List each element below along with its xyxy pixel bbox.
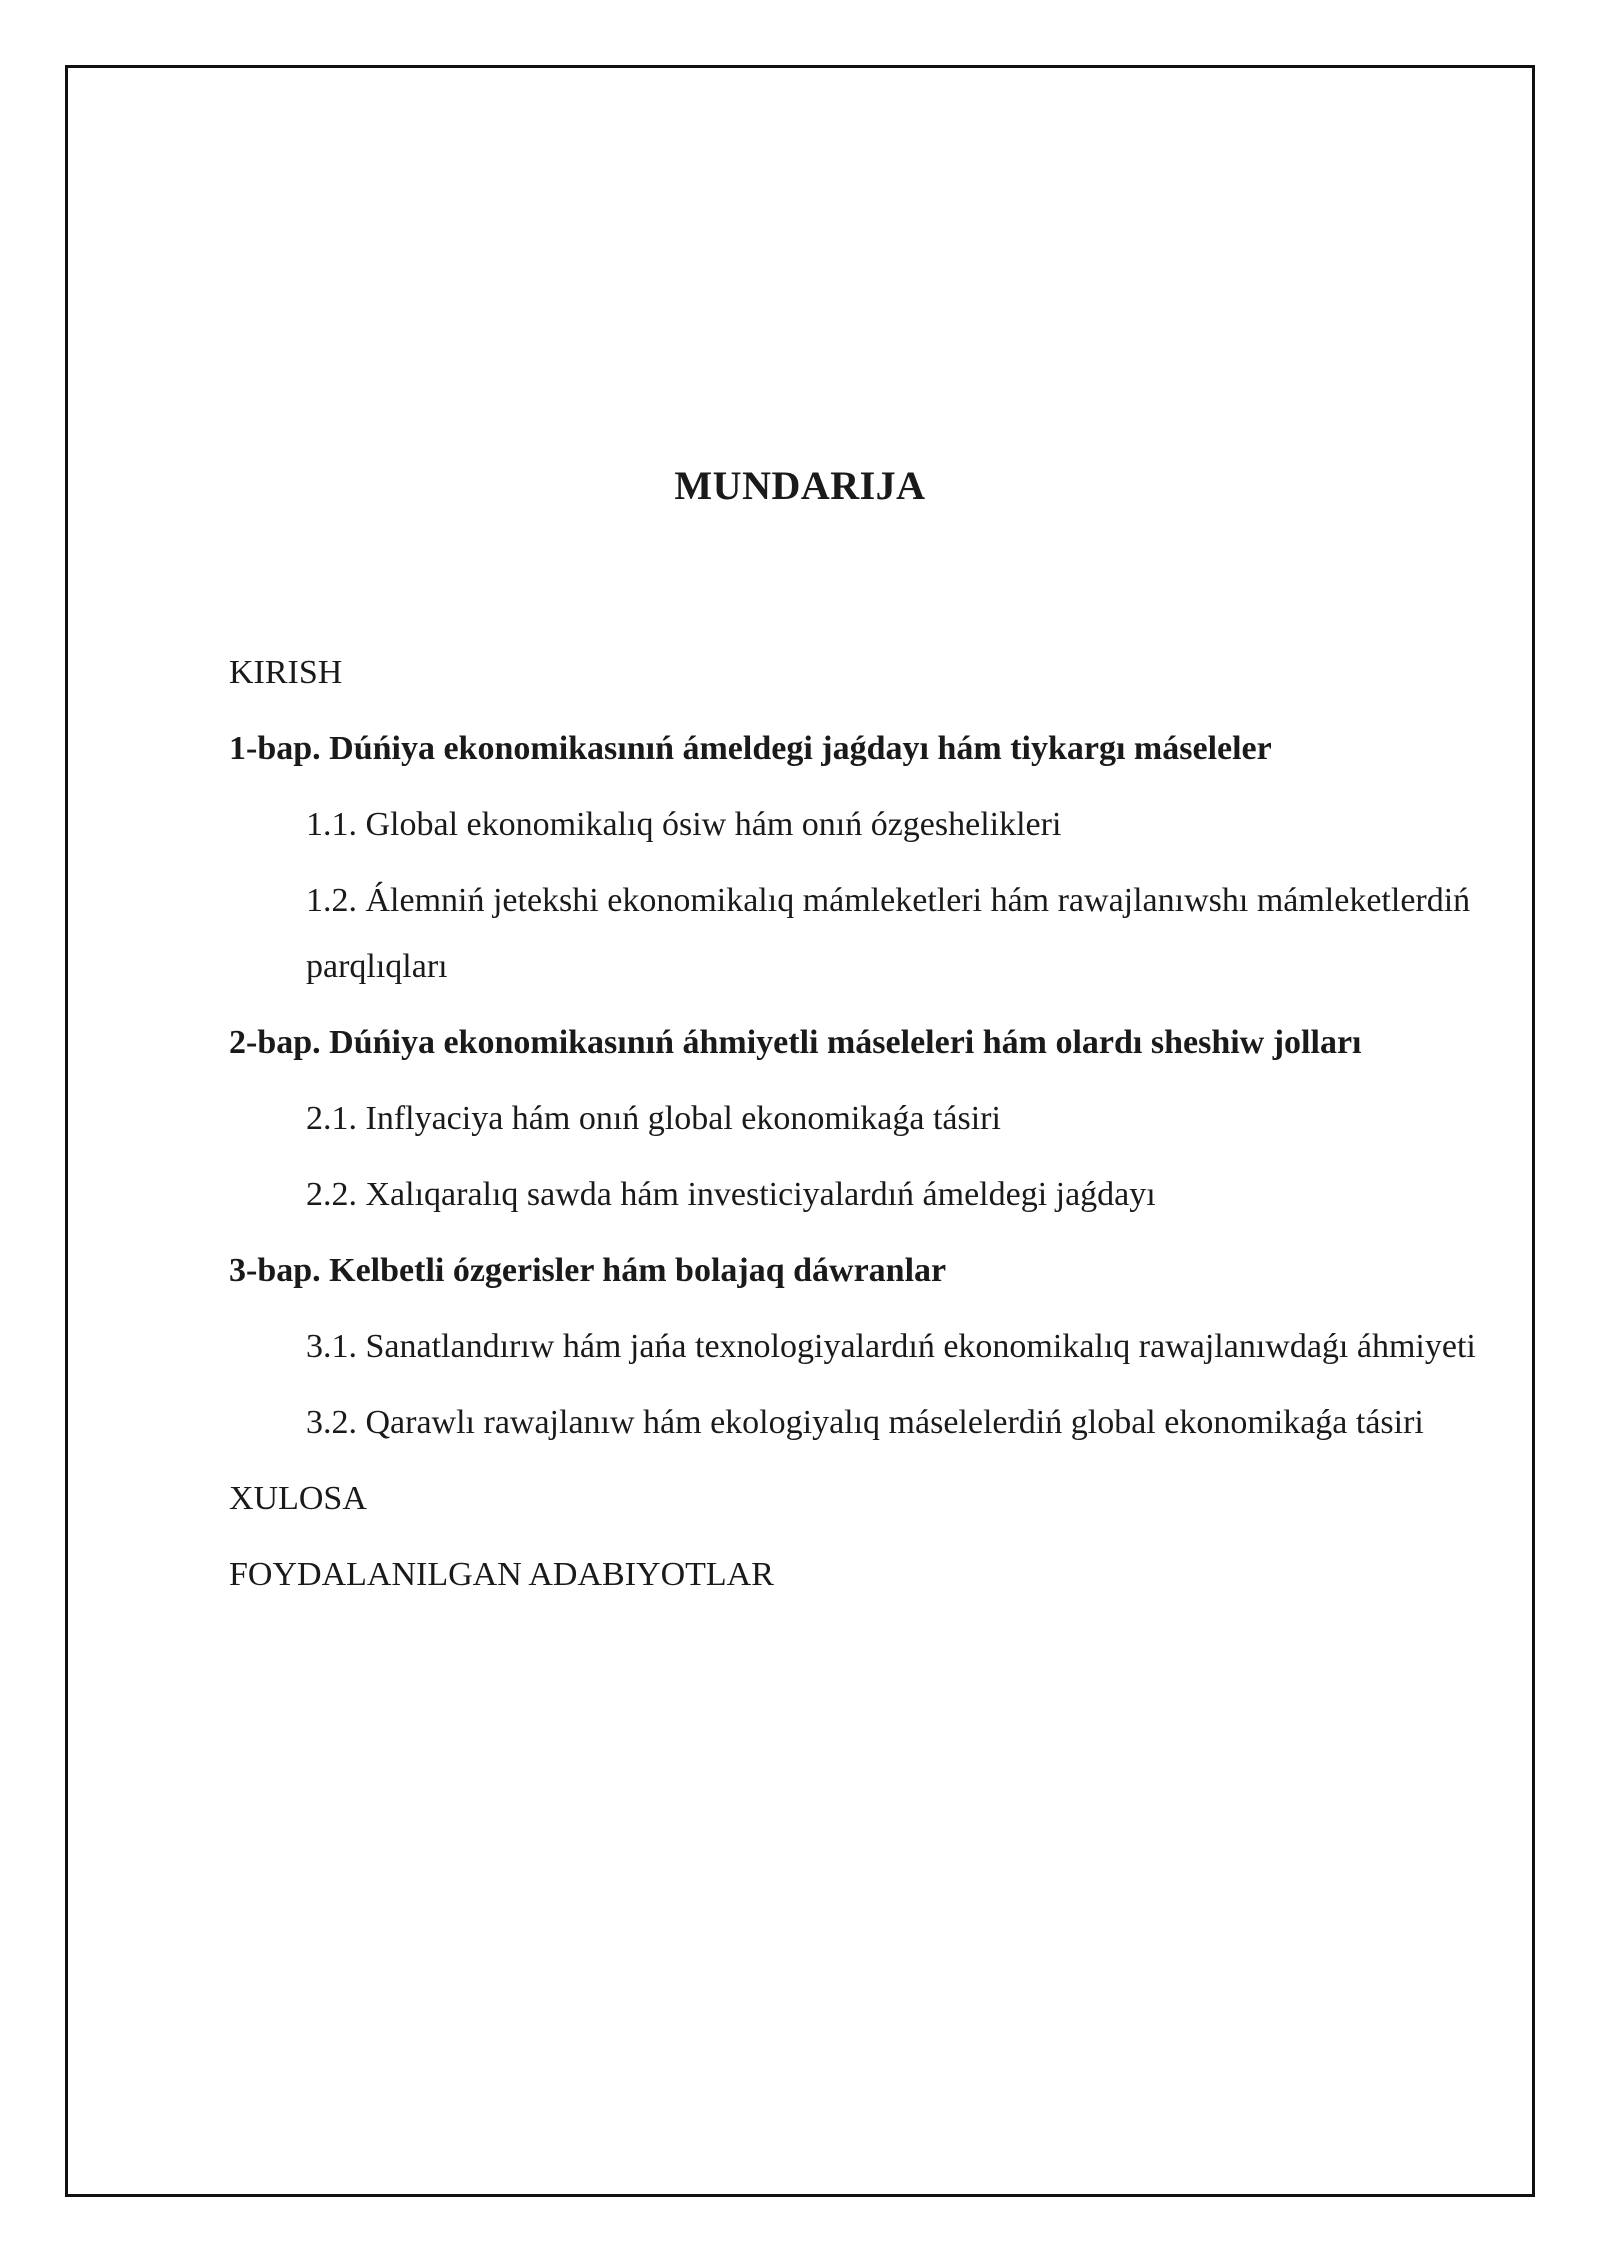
toc-chapter-2: 2-bap. Dúńiya ekonomikasınıń áhmiyetli máseleleri hám olardı sheshiw jolları bbox=[229, 1024, 1362, 1061]
toc-chapter-1: 1-bap. Dúńiya ekonomikasınıń ámeldegi jaǵdayı hám tiykargı máseleler bbox=[229, 730, 1272, 767]
toc-item-conclusion: XULOSA bbox=[229, 1480, 367, 1517]
toc-section-1-1: 1.1. Global ekonomikalıq ósiw hám onıń ózgeshelikleri bbox=[306, 806, 1062, 843]
toc-section-2-2: 2.2. Xalıqaralıq sawda hám investiciyalardıń ámeldegi jaǵdayı bbox=[306, 1176, 1156, 1213]
toc-section-1-2: 1.2. Álemniń jetekshi ekonomikalıq mámleketleri hám rawajlanıwshı mámleketlerdiń parqlıqları bbox=[306, 882, 1471, 985]
toc-item-introduction: KIRISH bbox=[229, 654, 343, 691]
page-title: MUNDARIJA bbox=[674, 463, 926, 508]
toc-section-2-1: 2.1. Inflyaciya hám onıń global ekonomikaǵa tásiri bbox=[306, 1100, 1001, 1137]
toc-item-references: FOYDALANILGAN ADABIYOTLAR bbox=[229, 1556, 774, 1593]
toc-section-3-1: 3.1. Sanatlandırıw hám jańa texnologiyalardıń ekonomikalıq rawajlanıwdaǵı áhmiyeti bbox=[306, 1328, 1476, 1365]
table-of-contents bbox=[229, 640, 1519, 1618]
toc-section-3-2: 3.2. Qarawlı rawajlanıw hám ekologiyalıq máselelerdiń global ekonomikaǵa tásiri bbox=[306, 1404, 1424, 1441]
toc-chapter-3: 3-bap. Kelbetli ózgerisler hám bolajaq dáwranlar bbox=[229, 1252, 947, 1289]
